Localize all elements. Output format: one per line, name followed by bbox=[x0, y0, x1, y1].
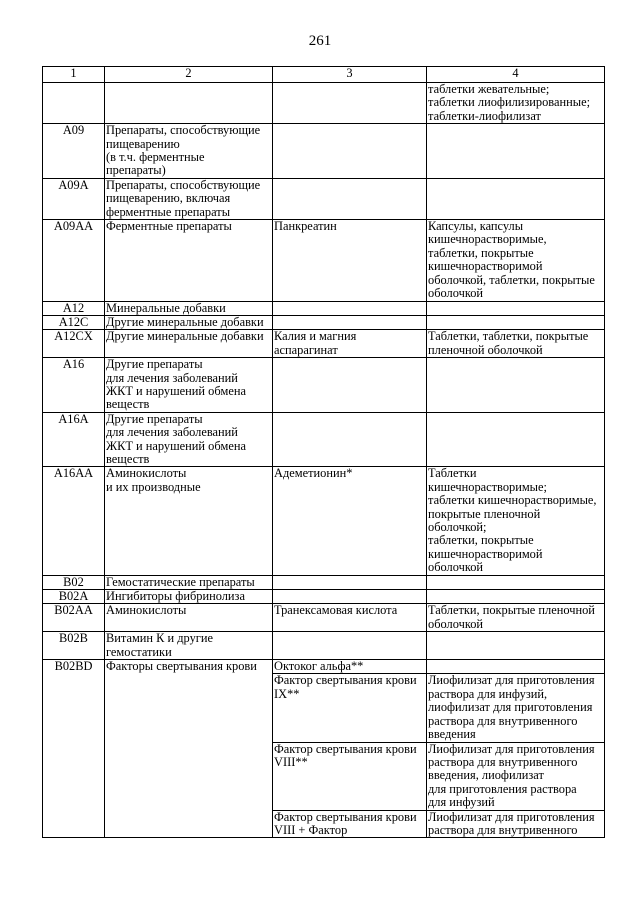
drug-name: Фактор свертывания крови VIII + Фактор bbox=[273, 810, 427, 838]
group-name: Ингибиторы фибринолиза bbox=[105, 590, 273, 604]
column-header: 4 bbox=[427, 67, 605, 83]
dosage-form: Капсулы, капсулы кишечнорастворимые, таблетки, покрытые кишечнорастворимой оболочкой, таблетки, покрытые оболочкой bbox=[427, 220, 605, 301]
atc-code: B02AA bbox=[43, 604, 105, 632]
atc-code: A09A bbox=[43, 178, 105, 219]
atc-code: A16AA bbox=[43, 467, 105, 575]
atc-code: B02A bbox=[43, 590, 105, 604]
dosage-form bbox=[427, 124, 605, 179]
table-row bbox=[43, 358, 605, 413]
group-name: Минеральные добавки bbox=[105, 301, 273, 315]
group-name: Аминокислоты bbox=[105, 604, 273, 632]
drug-name: Фактор свертывания крови VIII** bbox=[273, 742, 427, 810]
dosage-form bbox=[427, 358, 605, 413]
table-row bbox=[43, 301, 605, 315]
drug-name bbox=[273, 124, 427, 179]
table-header-row bbox=[43, 67, 605, 83]
group-name: Другие минеральные добавки bbox=[105, 315, 273, 329]
page-number: 261 bbox=[308, 33, 332, 49]
dosage-form: таблетки жевательные; таблетки лиофилизированные; таблетки-лиофилизат bbox=[427, 83, 605, 124]
atc-code: A12CX bbox=[43, 330, 105, 358]
table-row bbox=[43, 330, 605, 358]
table-row bbox=[43, 467, 605, 575]
dosage-form bbox=[427, 660, 605, 674]
table-row bbox=[43, 660, 605, 674]
drug-name bbox=[273, 178, 427, 219]
atc-code bbox=[43, 83, 105, 124]
atc-code: A16A bbox=[43, 412, 105, 467]
table-row bbox=[43, 632, 605, 660]
dosage-form bbox=[427, 412, 605, 467]
table-row bbox=[43, 124, 605, 179]
drug-name bbox=[273, 83, 427, 124]
group-name: Другие препараты для лечения заболеваний ЖКТ и нарушений обмена веществ bbox=[105, 412, 273, 467]
drug-name bbox=[273, 632, 427, 660]
table-row bbox=[43, 315, 605, 329]
drug-name: Фактор свертывания крови IX** bbox=[273, 674, 427, 742]
table-row bbox=[43, 83, 605, 124]
atc-code: A16 bbox=[43, 358, 105, 413]
table-row bbox=[43, 178, 605, 219]
table-row bbox=[43, 590, 605, 604]
drug-name: Транексамовая кислота bbox=[273, 604, 427, 632]
atc-code: A09AA bbox=[43, 220, 105, 301]
group-name: Аминокислоты и их производные bbox=[105, 467, 273, 575]
table-row bbox=[43, 604, 605, 632]
dosage-form: Лиофилизат для приготовления раствора для внутривенного bbox=[427, 810, 605, 838]
drug-name: Панкреатин bbox=[273, 220, 427, 301]
dosage-form bbox=[427, 178, 605, 219]
table-row bbox=[43, 220, 605, 301]
dosage-form: Таблетки, покрытые пленочной оболочкой bbox=[427, 604, 605, 632]
drug-name: Адеметионин* bbox=[273, 467, 427, 575]
group-name: Ферментные препараты bbox=[105, 220, 273, 301]
atc-code: A09 bbox=[43, 124, 105, 179]
group-name: Гемостатические препараты bbox=[105, 575, 273, 589]
group-name: Препараты, способствующие пищеварению (в т.ч. ферментные препараты) bbox=[105, 124, 273, 179]
table-body bbox=[43, 83, 605, 838]
atc-code: B02B bbox=[43, 632, 105, 660]
drug-name: Октоког альфа** bbox=[273, 660, 427, 674]
dosage-form: Таблетки кишечнорастворимые; таблетки кишечнорастворимые, покрытые пленочной оболочкой; таблетки, покрытые кишечнорастворимой оболочкой bbox=[427, 467, 605, 575]
atc-code: B02 bbox=[43, 575, 105, 589]
dosage-form: Таблетки, таблетки, покрытые пленочной оболочкой bbox=[427, 330, 605, 358]
dosage-form: Лиофилизат для приготовления раствора для инфузий, лиофилизат для приготовления раствора для внутривенного введения bbox=[427, 674, 605, 742]
dosage-form bbox=[427, 301, 605, 315]
drug-table bbox=[42, 66, 605, 838]
drug-name bbox=[273, 590, 427, 604]
drug-name bbox=[273, 412, 427, 467]
atc-code: B02BD bbox=[43, 660, 105, 838]
drug-name bbox=[273, 575, 427, 589]
dosage-form bbox=[427, 575, 605, 589]
atc-code: A12C bbox=[43, 315, 105, 329]
drug-name bbox=[273, 301, 427, 315]
drug-name bbox=[273, 315, 427, 329]
column-header: 1 bbox=[43, 67, 105, 83]
group-name: Другие препараты для лечения заболеваний ЖКТ и нарушений обмена веществ bbox=[105, 358, 273, 413]
column-header: 2 bbox=[105, 67, 273, 83]
group-name: Препараты, способствующие пищеварению, включая ферментные препараты bbox=[105, 178, 273, 219]
drug-name: Калия и магния аспарагинат bbox=[273, 330, 427, 358]
dosage-form bbox=[427, 315, 605, 329]
table-row bbox=[43, 412, 605, 467]
group-name: Другие минеральные добавки bbox=[105, 330, 273, 358]
atc-code: A12 bbox=[43, 301, 105, 315]
group-name: Факторы свертывания крови bbox=[105, 660, 273, 838]
column-header: 3 bbox=[273, 67, 427, 83]
table-row bbox=[43, 575, 605, 589]
drug-name bbox=[273, 358, 427, 413]
dosage-form bbox=[427, 590, 605, 604]
group-name: Витамин К и другие гемостатики bbox=[105, 632, 273, 660]
dosage-form: Лиофилизат для приготовления раствора для внутривенного введения, лиофилизат для приготовления раствора для инфузий bbox=[427, 742, 605, 810]
group-name bbox=[105, 83, 273, 124]
dosage-form bbox=[427, 632, 605, 660]
